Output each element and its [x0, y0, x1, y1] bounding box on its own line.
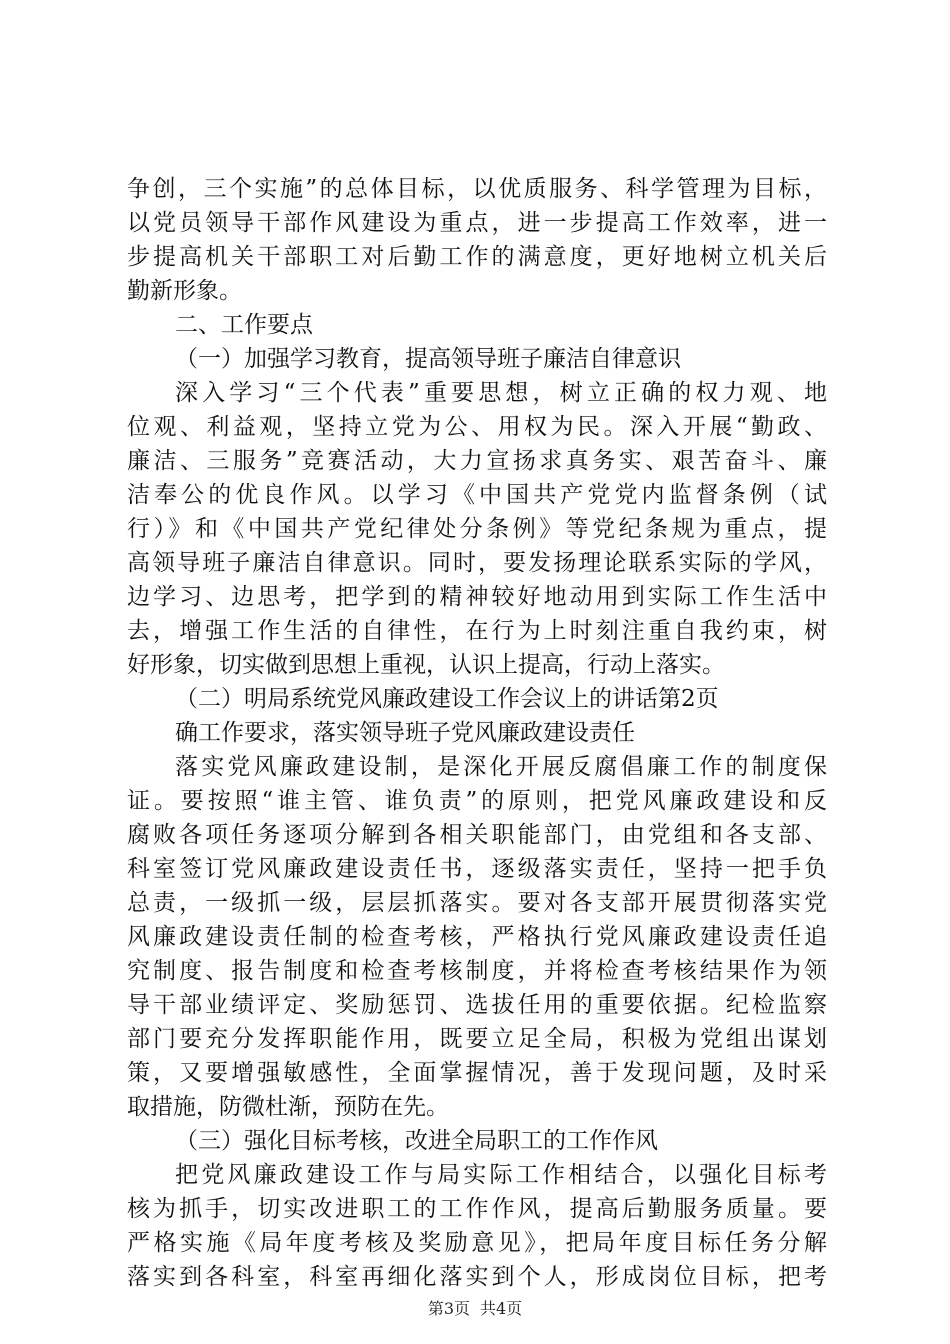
- text-line: 把党风廉政建设工作与局实际工作相结合，以强化目标考: [175, 1162, 827, 1188]
- text-line: 究制度、报告制度和检查考核制度，并将检查考核结果作为领: [127, 958, 827, 984]
- text-line: 导干部业绩评定、奖励惩罚、选拔任用的重要依据。纪检监察: [127, 992, 827, 1018]
- text-line: 部门要充分发挥职能作用，既要立足全局，积极为党组出谋划: [127, 1026, 827, 1052]
- page-total: 共4页: [480, 1299, 523, 1318]
- text-line: 边学习、边思考，把学到的精神较好地动用到实际工作生活中: [127, 584, 827, 610]
- text-line: 证。要按照“谁主管、谁负责”的原则，把党风廉政建设和反: [127, 788, 827, 814]
- text-line: 确工作要求，落实领导班子党风廉政建设责任: [175, 720, 635, 746]
- text-line: 严格实施《局年度考核及奖励意见》，把局年度目标任务分解: [127, 1230, 827, 1256]
- text-line: 勤新形象。: [127, 278, 242, 304]
- text-line: 好形象，切实做到思想上重视，认识上提高，行动上落实。: [127, 652, 725, 678]
- text-line: 风廉政建设责任制的检查考核，严格执行党风廉政建设责任追: [127, 924, 827, 950]
- text-line: 去，增强工作生活的自律性，在行为上时刻注重自我约束，树: [127, 618, 827, 644]
- text-line: 洁奉公的优良作风。以学习《中国共产党党内监督条例（试: [127, 482, 827, 508]
- text-line: 廉洁、三服务”竞赛活动，大力宣扬求真务实、艰苦奋斗、廉: [127, 448, 827, 474]
- text-line: 行）》和《中国共产党纪律处分条例》等党纪条规为重点，提: [127, 516, 827, 542]
- text-line: 落实党风廉政建设制，是深化开展反腐倡廉工作的制度保: [175, 754, 827, 780]
- text-line: 二、工作要点: [175, 312, 313, 338]
- text-line: 核为抓手，切实改进职工的工作作风，提高后勤服务质量。要: [127, 1196, 827, 1222]
- page-number: 第3页: [427, 1299, 470, 1318]
- text-line: 落实到各科室，科室再细化落实到个人，形成岗位目标，把考: [127, 1264, 827, 1290]
- text-line: 腐败各项任务逐项分解到各相关职能部门，由党组和各支部、: [127, 822, 827, 848]
- page-footer: [0, 1298, 950, 1320]
- text-line: 科室签订党风廉政建设责任书，逐级落实责任，坚持一把手负: [127, 856, 827, 882]
- text-line: 深入学习“三个代表”重要思想，树立正确的权力观、地: [175, 380, 827, 406]
- text-line: 高领导班子廉洁自律意识。同时，要发扬理论联系实际的学风，: [127, 550, 827, 576]
- text-line: 总责，一级抓一级，层层抓落实。要对各支部开展贯彻落实党: [127, 890, 827, 916]
- text-line: 取措施，防微杜渐，预防在先。: [127, 1094, 449, 1120]
- text-line: 步提高机关干部职工对后勤工作的满意度，更好地树立机关后: [127, 244, 827, 270]
- document-body: [127, 172, 827, 1294]
- text-line: （三）强化目标考核，改进全局职工的工作作风: [175, 1128, 658, 1154]
- text-line: 策，又要增强敏感性，全面掌握情况，善于发现问题，及时采: [127, 1060, 827, 1086]
- text-line: （二）明局系统党风廉政建设工作会议上的讲话第2页: [175, 686, 719, 712]
- text-line: 以党员领导干部作风建设为重点，进一步提高工作效率，进一: [127, 210, 827, 236]
- text-line: 争创，三个实施”的总体目标，以优质服务、科学管理为目标，: [127, 176, 827, 202]
- text-line: （一）加强学习教育，提高领导班子廉洁自律意识: [175, 346, 681, 372]
- text-line: 位观、利益观，坚持立党为公、用权为民。深入开展“勤政、: [127, 414, 827, 440]
